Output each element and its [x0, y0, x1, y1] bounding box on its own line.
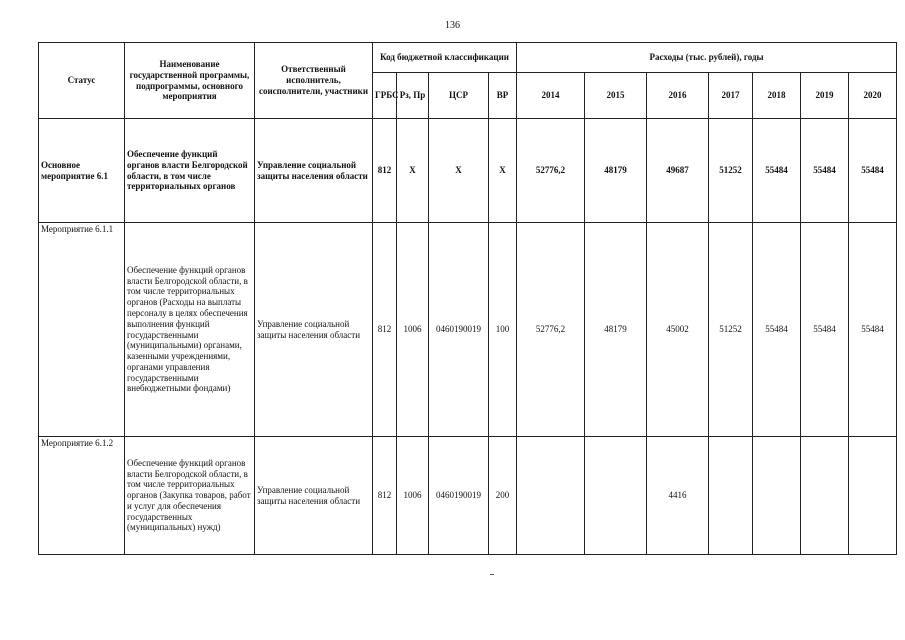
header-name: Наименование государственной программы, подпрограммы, основного мероприятия [125, 43, 255, 119]
table-row [39, 119, 897, 223]
page-number: 136 [445, 20, 460, 31]
row-vr: Х [489, 119, 517, 223]
header-expenses: Расходы (тыс. рублей), годы [517, 43, 897, 73]
row-status: Мероприятие 6.1.1 [39, 223, 125, 437]
row-executor: Управление социальной защиты населения области [255, 223, 373, 437]
header-year-2015: 2015 [585, 73, 647, 119]
header-year-2017: 2017 [709, 73, 753, 119]
row-name: Обеспечение функций органов власти Белгородской области, в том числе территориальных органов (Расходы на выплаты персоналу в целях обеспечения выполнения функций государственными (муниципальными) органами, казенными учреждениями, органами управления государственными внебюджетными фондами) [125, 223, 255, 437]
row-name: Обеспечение функций органов власти Белгородской области, в том числе территориальных органов [125, 119, 255, 223]
row-value-2014 [517, 437, 585, 555]
header-executor: Ответственный исполнитель, соисполнители, участники [255, 43, 373, 119]
row-rzpr: Х [397, 119, 429, 223]
header-status: Статус [39, 43, 125, 119]
scan-mark [490, 574, 494, 575]
row-rzpr: 1006 [397, 223, 429, 437]
row-value-2020: 55484 [849, 223, 897, 437]
row-value-2019: 55484 [801, 223, 849, 437]
row-value-2018: 55484 [753, 223, 801, 437]
table-row [39, 223, 897, 437]
row-value-2018 [753, 437, 801, 555]
row-grbs: 812 [373, 223, 397, 437]
header-year-2014: 2014 [517, 73, 585, 119]
row-value-2014: 52776,2 [517, 119, 585, 223]
row-vr: 200 [489, 437, 517, 555]
row-executor: Управление социальной защиты населения области [255, 437, 373, 555]
header-year-2019: 2019 [801, 73, 849, 119]
table-row [39, 437, 897, 555]
row-value-2018: 55484 [753, 119, 801, 223]
row-csr: 0460190019 [429, 223, 489, 437]
row-value-2017: 51252 [709, 119, 753, 223]
row-value-2014: 52776,2 [517, 223, 585, 437]
row-value-2017 [709, 437, 753, 555]
row-value-2020 [849, 437, 897, 555]
row-status: Мероприятие 6.1.2 [39, 437, 125, 555]
budget-table [38, 42, 897, 555]
row-value-2020: 55484 [849, 119, 897, 223]
row-csr: Х [429, 119, 489, 223]
row-name: Обеспечение функций органов власти Белгородской области, в том числе территориальных органов (Закупка товаров, работ и услуг для обеспечения государственных (муниципальных) нужд) [125, 437, 255, 555]
header-year-2016: 2016 [647, 73, 709, 119]
row-status: Основное мероприятие 6.1 [39, 119, 125, 223]
row-value-2019 [801, 437, 849, 555]
row-value-2015 [585, 437, 647, 555]
row-value-2015: 48179 [585, 223, 647, 437]
header-csr: ЦСР [429, 73, 489, 119]
row-value-2019: 55484 [801, 119, 849, 223]
row-csr: 0460190019 [429, 437, 489, 555]
header-year-2020: 2020 [849, 73, 897, 119]
header-rzpr: Рз, Пр [397, 73, 429, 119]
row-value-2016: 4416 [647, 437, 709, 555]
header-budget-code: Код бюджетной классификации [373, 43, 517, 73]
header-vr: ВР [489, 73, 517, 119]
row-grbs: 812 [373, 437, 397, 555]
row-value-2016: 49687 [647, 119, 709, 223]
row-value-2017: 51252 [709, 223, 753, 437]
row-executor: Управление социальной защиты населения области [255, 119, 373, 223]
header-year-2018: 2018 [753, 73, 801, 119]
row-value-2015: 48179 [585, 119, 647, 223]
row-grbs: 812 [373, 119, 397, 223]
row-rzpr: 1006 [397, 437, 429, 555]
header-grbs: ГРБС [373, 73, 397, 119]
row-value-2016: 45002 [647, 223, 709, 437]
row-vr: 100 [489, 223, 517, 437]
